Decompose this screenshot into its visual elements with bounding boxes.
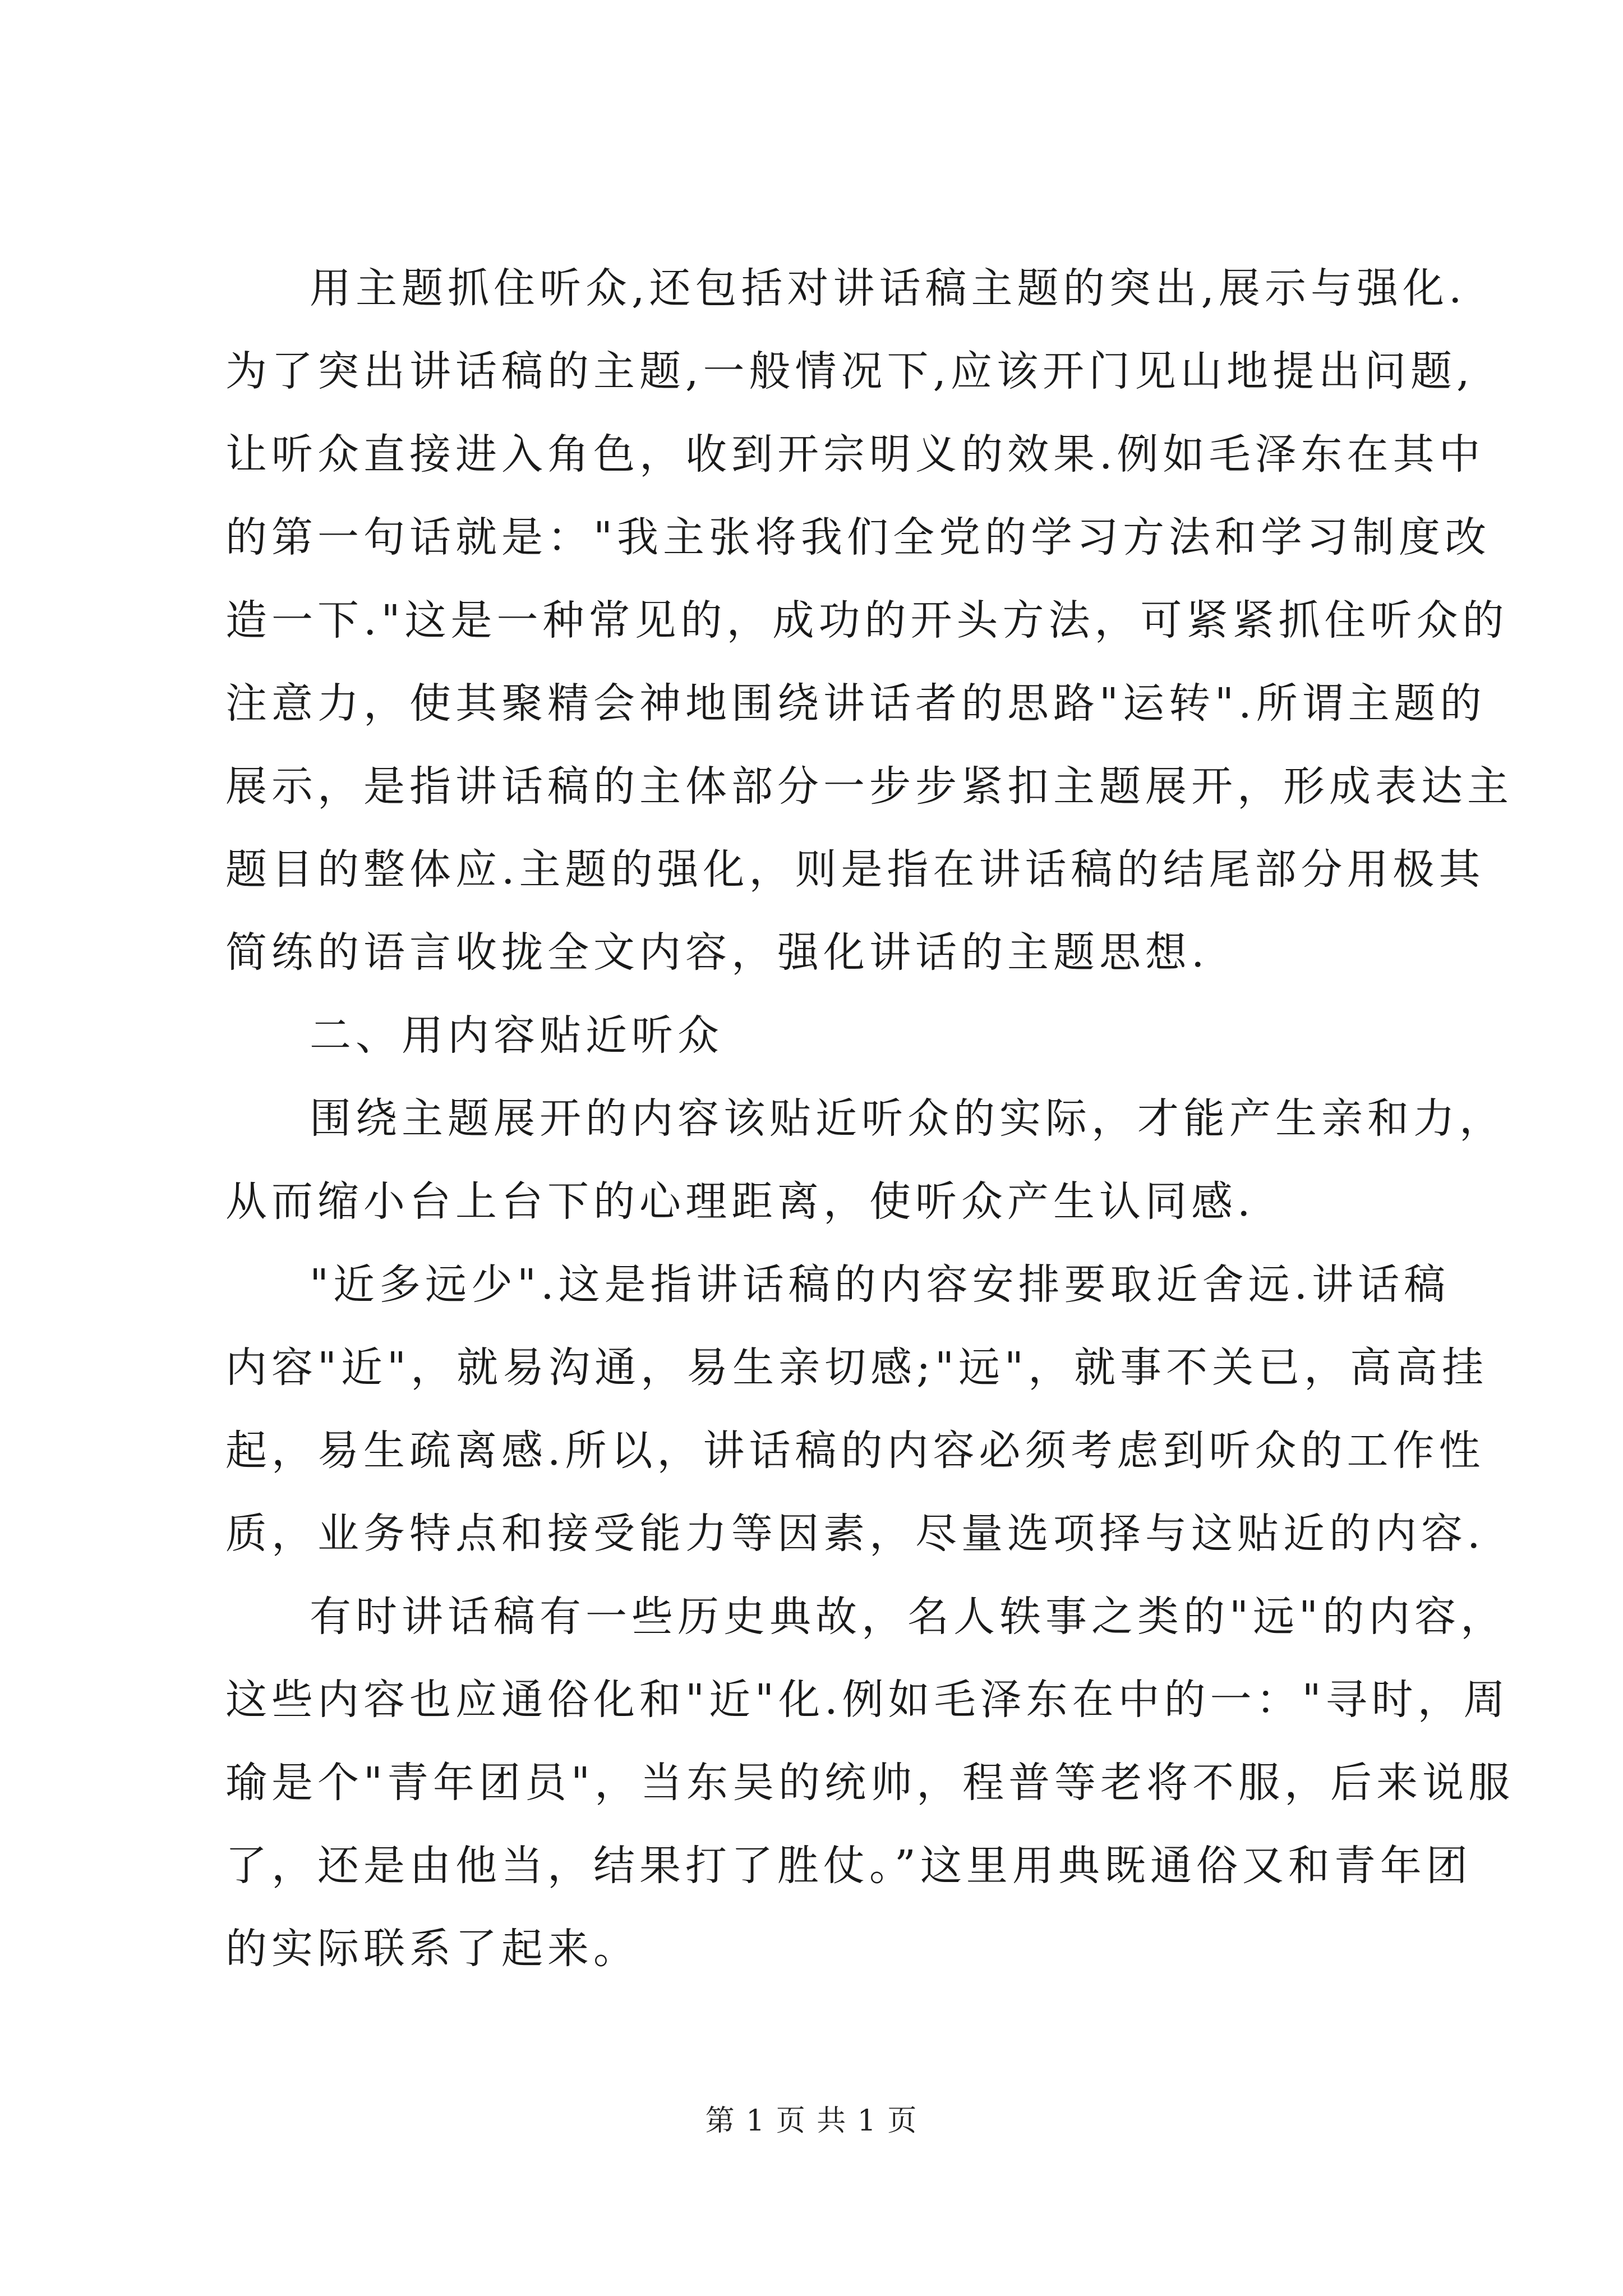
paragraph-line: 起，易生疏离感.所以，讲话稿的内容必须考虑到听众的工作性 <box>225 1427 1485 1475</box>
paragraph-line: 用主题抓住听众,还包括对讲话稿主题的突出,展示与强化. <box>310 264 1467 312</box>
section-heading: 二、用内容贴近听众 <box>310 1011 723 1060</box>
paragraph-line: 从而缩小台上台下的心理距离，使听众产生认同感. <box>225 1177 1255 1226</box>
paragraph-line: 质，业务特点和接受能力等因素，尽量选项择与这贴近的内容. <box>225 1510 1485 1558</box>
paragraph-line: 简练的语言收拢全文内容，强化讲话的主题思想. <box>225 928 1209 977</box>
paragraph-line: 让听众直接进入角色，收到开宗明义的效果.例如毛泽东在其中 <box>225 430 1485 478</box>
paragraph-line: 注意力，使其聚精会神地围绕讲话者的思路"运转".所谓主题的 <box>225 679 1486 728</box>
paragraph-line: 围绕主题展开的内容该贴近听众的实际，才能产生亲和力， <box>310 1094 1505 1143</box>
page-footer: 第 1 页 共 1 页 <box>705 2104 918 2138</box>
paragraph-line: 了，还是由他当，结果打了胜仗。”这里用典既通俗又和青年团 <box>225 1842 1472 1890</box>
paragraph-line: "近多远少".这是指讲话稿的内容安排要取近舍远.讲话稿 <box>310 1260 1450 1309</box>
paragraph-line: 的实际联系了起来。 <box>225 1925 639 1973</box>
paragraph-line: 内容"近"，就易沟通，易生亲切感;"远"，就事不关已，高高挂 <box>225 1343 1488 1392</box>
paragraph-line: 的第一句话就是："我主张将我们全党的学习方法和学习制度改 <box>225 513 1491 562</box>
paragraph-line: 展示，是指讲话稿的主体部分一步步紧扣主题展开，形成表达主 <box>225 762 1513 811</box>
paragraph-line: 题目的整体应.主题的强化，则是指在讲话稿的结尾部分用极其 <box>225 845 1485 894</box>
paragraph-line: 有时讲话稿有一些历史典故，名人轶事之类的"远"的内容， <box>310 1593 1507 1641</box>
paragraph-line: 为了突出讲话稿的主题,一般情况下,应该开门见山地提出问题, <box>225 347 1474 395</box>
document-body <box>225 247 1515 1990</box>
paragraph-line: 造一下."这是一种常见的，成功的开头方法，可紧紧抓住听众的 <box>225 596 1509 645</box>
paragraph-line: 这些内容也应通俗化和"近"化.例如毛泽东在中的一："寻时，周 <box>225 1676 1510 1724</box>
paragraph-line: 瑜是个"青年团员"，当东吴的统帅，程普等老将不服，后来说服 <box>225 1759 1515 1807</box>
